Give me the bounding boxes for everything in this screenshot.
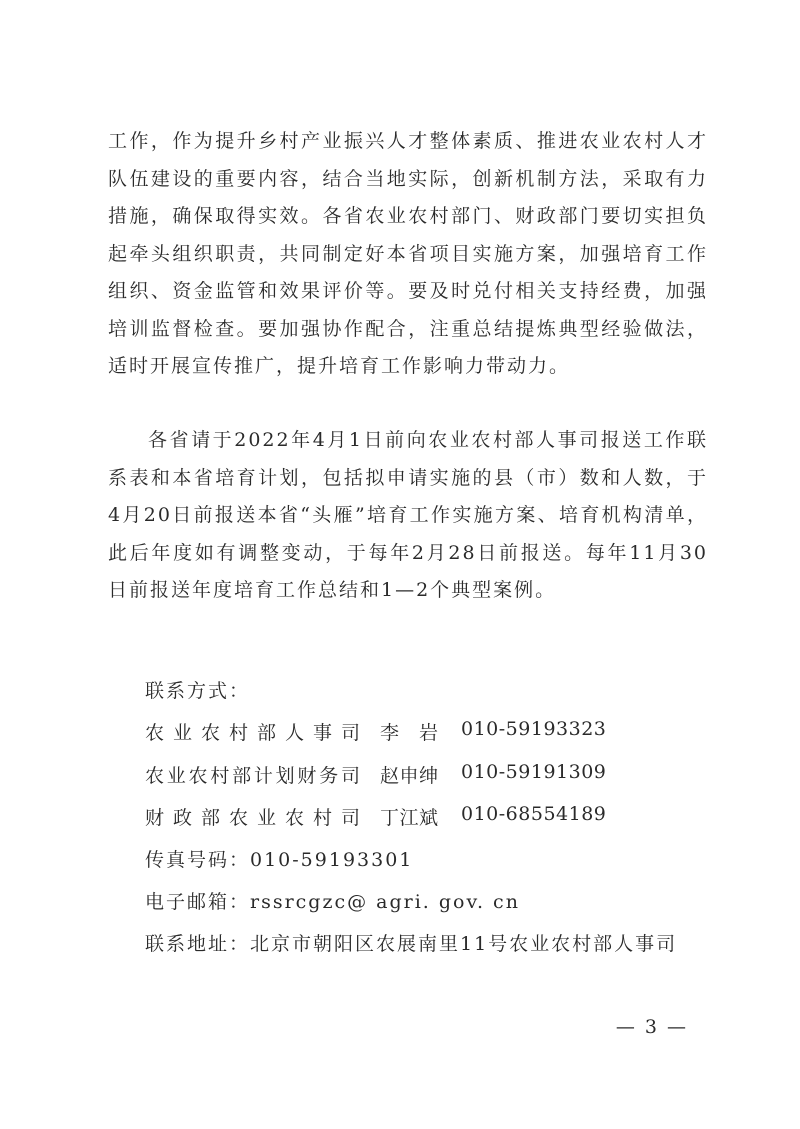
contact-dept: 农业农村部计划财务司	[145, 765, 360, 787]
body-paragraph-2: 各省请于2022年4月1日前向农业农村部人事司报送工作联系表和本省培育计划，包括拟申请实施的县（市）数和人数，于4月20日前报送本省“头雁”培育工作实施方案、培育机构清单，此后年度如有调整变动，于每年2月28日前报送。每年11月30日前报送年度培育工作总结和1—2个典型案例。	[108, 429, 708, 601]
contact-phone: 010-59191309	[461, 761, 607, 783]
contact-dept: 财政部农业农村司	[145, 807, 360, 829]
contact-person: 丁江斌	[380, 807, 438, 829]
contact-phone: 010-68554189	[461, 803, 607, 825]
contact-dept: 农业农村部人事司	[145, 722, 360, 744]
contact-fax: 传真号码：010-59193301	[145, 849, 414, 871]
contact-email: 电子邮箱：rssrcgzc@ agri. gov. cn	[145, 891, 520, 913]
contact-person: 李岩	[380, 722, 438, 744]
contact-person: 赵申绅	[380, 765, 438, 787]
page-number: — 3 —	[615, 1016, 688, 1038]
contact-phone: 010-59193323	[461, 718, 607, 740]
contact-heading: 联系方式：	[145, 680, 251, 702]
contact-address: 联系地址：北京市朝阳区农展南里11号农业农村部人事司	[145, 933, 678, 955]
body-paragraph-1: 工作，作为提升乡村产业振兴人才整体素质、推进农业农村人才队伍建设的重要内容，结合当地实际，创新机制方法，采取有力措施，确保取得实效。各省农业农村部门、财政部门要切实担负起牵头组织职责，共同制定好本省项目实施方案，加强培育工作组织、资金监管和效果评价等。要及时兑付相关支持经费，加强培训监督检查。要加强协作配合，注重总结提炼典型经验做法，适时开展宣传推广，提升培育工作影响力带动力。	[108, 130, 708, 377]
